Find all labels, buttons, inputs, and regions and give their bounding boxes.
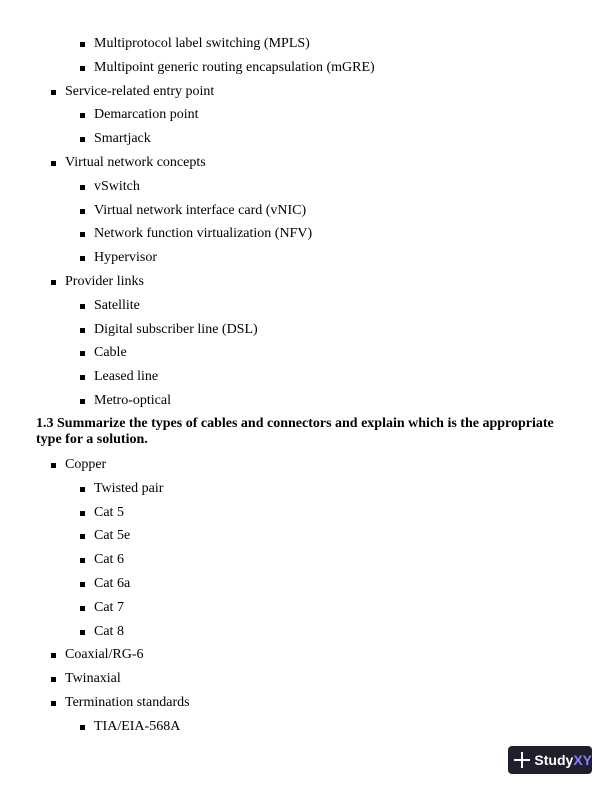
sub-list-item: Satellite (94, 297, 140, 313)
sub-list-item: Cat 6a (94, 576, 131, 591)
sub-list-item: Virtual network interface card (vNIC) (94, 202, 307, 218)
bullet-marker (80, 137, 85, 142)
bullet-marker (80, 511, 85, 516)
sub-list-item: Twisted pair (94, 480, 164, 496)
bullet-marker (80, 582, 85, 587)
sub-list-item: Metro-optical (94, 393, 171, 408)
bullet-marker (80, 399, 85, 404)
bullet-marker (80, 256, 85, 261)
bullet-marker (80, 66, 85, 71)
sub-list-item: Cat 7 (94, 599, 124, 615)
bullet-marker (80, 725, 85, 730)
bullet-marker (51, 90, 56, 95)
bullet-marker (80, 232, 85, 237)
sub-list-item: Smartjack (94, 131, 151, 147)
badge-word-xy: XY (573, 752, 592, 768)
bullet-marker (51, 653, 56, 658)
sub-list-item: Multiprotocol label switching (MPLS) (94, 36, 310, 51)
bullet-marker (80, 185, 85, 190)
list-item: Termination standards (65, 695, 190, 710)
list-item: Virtual network concepts (65, 155, 206, 170)
list-item: Coaxial/RG-6 (65, 647, 144, 663)
list-item: Twinaxial (65, 671, 121, 687)
bullet-marker (80, 209, 85, 214)
sub-list-item: vSwitch (94, 178, 140, 194)
bullet-marker (80, 328, 85, 333)
bullet-marker (51, 280, 56, 285)
bullet-marker (80, 534, 85, 539)
sub-list-item: TIA/EIA-568A (94, 718, 181, 734)
sub-list-item: Multipoint generic routing encapsulation (mGRE) (94, 59, 375, 75)
bullet-marker (80, 558, 85, 563)
sub-list-item: Demarcation point (94, 107, 199, 123)
bullet-marker (51, 677, 56, 682)
list-item: Copper (65, 457, 107, 472)
bullet-marker (80, 351, 85, 356)
bullet-marker (80, 304, 85, 309)
bullet-marker (80, 375, 85, 380)
bullet-marker (80, 487, 85, 492)
sub-list-item: Cat 6 (94, 552, 124, 568)
sub-list-item: Cable (94, 345, 127, 361)
studyxy-badge[interactable] (508, 746, 592, 774)
list-item: Provider links (65, 274, 144, 289)
sub-list-item: Digital subscriber line (DSL) (94, 321, 258, 337)
bullet-marker (80, 113, 85, 118)
bullet-marker (80, 630, 85, 635)
sub-list-item: Network function virtualization (NFV) (94, 226, 313, 242)
sub-list-item: Cat 5 (94, 504, 124, 520)
bullet-marker (51, 701, 56, 706)
badge-word-study: Study (534, 752, 574, 768)
list-item: Service-related entry point (65, 83, 215, 99)
bullet-marker (51, 463, 56, 468)
bullet-marker (80, 42, 85, 47)
plus-icon (514, 752, 528, 768)
sub-list-item: Leased line (94, 369, 159, 385)
section-heading: 1.3 Summarize the types of cables and connectors and explain which is the appropriate type for a solution. (36, 416, 554, 447)
sub-list-item: Hypervisor (94, 250, 157, 266)
bullet-marker (80, 606, 85, 611)
sub-list-item: Cat 5e (94, 528, 131, 544)
bullet-marker (51, 161, 56, 166)
sub-list-item: Cat 8 (94, 623, 124, 639)
